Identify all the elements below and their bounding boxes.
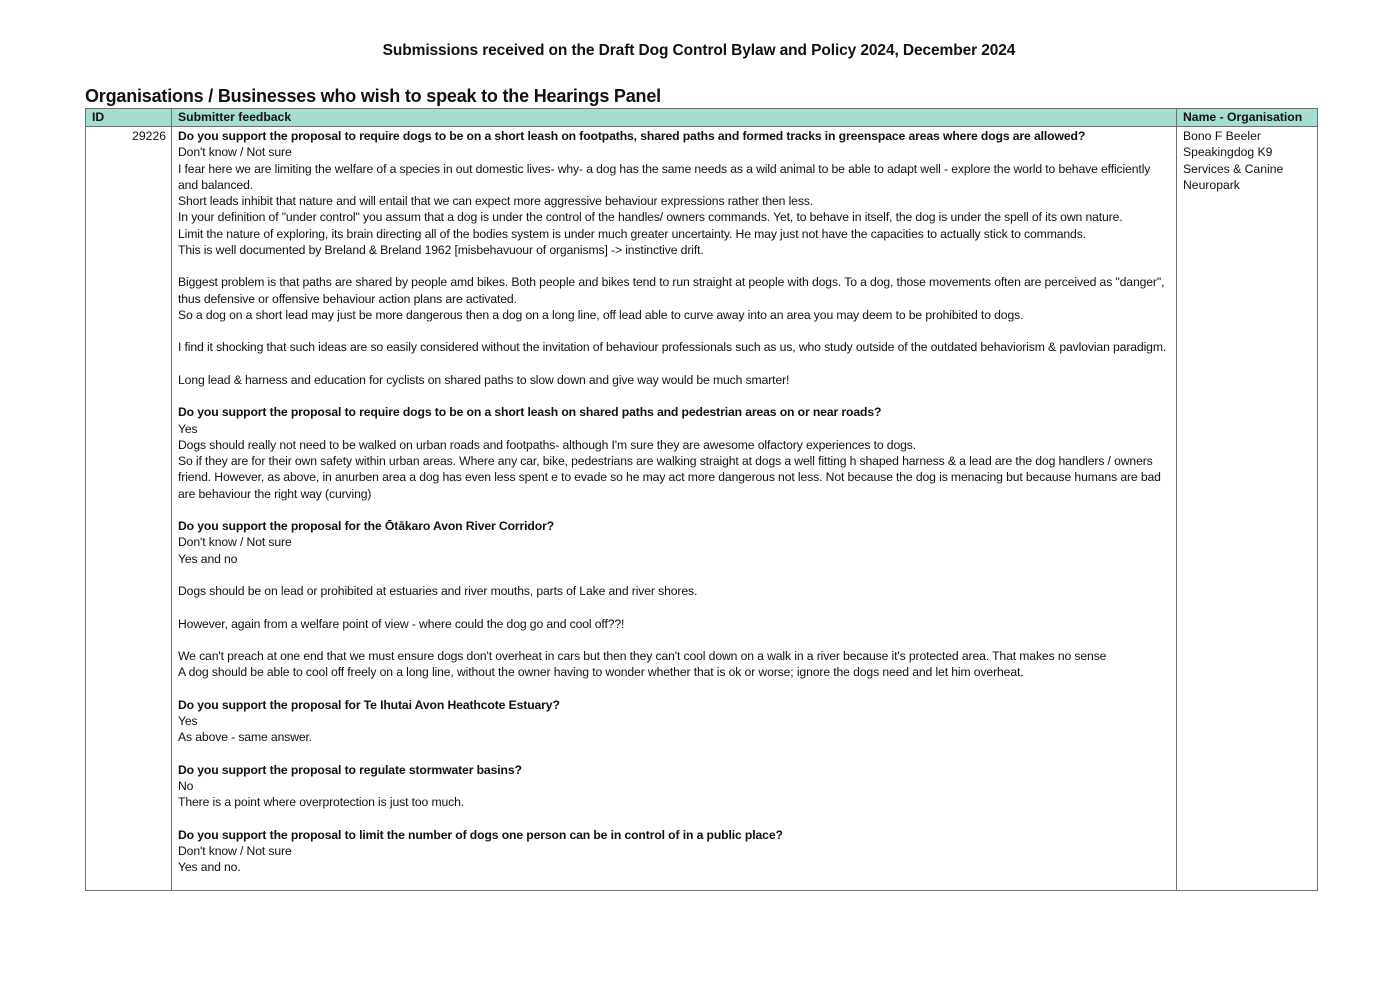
comment-text: A dog should be able to cool off freely on a long line, without the owner having to wonder whether that is ok or worse; ignore the dogs need and let him overheat. [178,665,1024,680]
comment-text: This is well documented by Breland & Breland 1962 [misbehavuour of organisms] -> instinctive drift. [178,242,704,257]
submitter-name-line: Bono F Beeler [1183,129,1261,143]
answer-text: Yes [178,714,198,728]
question-text: Do you support the proposal to require dogs to be on a short leash on footpaths, shared paths and formed tracks in greenspace areas where dogs are allowed? [178,129,1086,143]
comment-text: Yes and no. [178,860,241,875]
comment-text: We can't preach at one end that we must ensure dogs don't overheat in cars but then they can't cool down on a walk in a river because it's protected area. That makes no sense [178,649,1107,663]
question-text: Do you support the proposal to require dogs to be on a short leash on shared paths and pedestrian areas on or near roads? [178,405,882,420]
paragraph-gap [178,746,1168,762]
comment-text: There is a point where overprotection is just too much. [178,795,465,810]
column-divider [1176,109,1177,890]
submission-id: 29226 [132,129,166,143]
question-text: Do you support the proposal for the Ōtākaro Avon River Corridor? [178,519,555,533]
paragraph-gap [178,811,1168,827]
paragraph-gap [178,258,1168,274]
submissions-table [85,108,1318,891]
answer-text: Yes [178,421,198,436]
comment-text: As above - same answer. [178,730,313,745]
table-header-row [86,109,1317,127]
comment-text: Short leads inhibit that nature and will entail that we can expect more aggressive behaviour expressions rather then less. [178,194,814,208]
question-text: Do you support the proposal to regulate stormwater basins? [178,762,522,777]
paragraph-gap [178,388,1168,404]
comment-text: I fear here we are limiting the welfare of a species in out domestic lives- why- a dog has the same needs as a wild animal to be able to adapt well - explore the world to behave efficiently and balanced. [178,161,1151,192]
paragraph-gap [178,502,1168,518]
comment-text: Limit the nature of exploring, its brain directing all of the bodies system is under much greater uncertainty. He may just not have the capacities to actually stick to commands. [178,226,1086,241]
comment-text: Dogs should be on lead or prohibited at estuaries and river mouths, parts of Lake and river shores. [178,584,698,598]
answer-text: No [178,779,194,793]
paragraph-gap [178,567,1168,583]
comment-text: I find it shocking that such ideas are so easily considered without the invitation of behaviour professionals such as us, who study outside of the outdated behaviorism & pavlovian paradigm. [178,340,1167,355]
comment-text: Biggest problem is that paths are shared by people amd bikes. Both people and bikes tend to run straight at people with dogs. To a dog, those movements often are perceived as "danger", thus defensive or offensive behaviour action plans are activated. [178,275,1165,306]
answer-text: Don't know / Not sure [178,535,292,550]
page-title: Submissions received on the Draft Dog Control Bylaw and Policy 2024, December 2024 [382,42,1016,59]
submitter-name-cell [1183,128,1313,193]
submitter-name-line: Neuropark [1183,177,1240,192]
question-text: Do you support the proposal for Te Ihutai Avon Heathcote Estuary? [178,697,560,712]
comment-text: In your definition of "under control" you assum that a dog is under the control of the handles/ owners commands. Yet, to behave in itself, the dog is under the spell of its own nature. [178,210,1123,225]
column-header-name: Name - Organisation [1183,110,1303,124]
comment-text: However, again from a welfare point of view - where could the dog go and cool off??! [178,616,625,631]
paragraph-gap [178,356,1168,372]
submitter-name-line: Services & Canine [1183,161,1284,176]
paragraph-gap [178,323,1168,339]
comment-text: So if they are for their own safety within urban areas. Where any car, bike, pedestrians are walking straight at dogs a well fitting h shaped harness & a lead are the dog handlers / owners friend. However, as above, in anurben area a dog has even less spent e to evade so he may act more dangerous not less. Not because the dog is menacing but because humans are bad are behaviour the right way (curving) [178,454,1161,501]
question-text: Do you support the proposal to limit the number of dogs one person can be in control of in a public place? [178,827,783,842]
submitter-name-line: Speakingdog K9 [1183,145,1273,160]
paragraph-gap [178,681,1168,697]
comment-text: So a dog on a short lead may just be more dangerous then a dog on a long line, off lead able to curve away into an area you may deem to be prohibited to dogs. [178,307,1024,322]
paragraph-gap [178,599,1168,615]
column-header-id: ID [92,110,105,124]
comment-text: Yes and no [178,551,238,566]
submitter-feedback-cell [178,128,1168,876]
column-header-feedback: Submitter feedback [178,110,292,124]
column-divider [171,109,172,890]
paragraph-gap [178,632,1168,648]
comment-text: Dogs should really not need to be walked on urban roads and footpaths- although I'm sure they are awesome olfactory experiences to dogs. [178,437,917,452]
answer-text: Don't know / Not sure [178,145,292,160]
comment-text: Long lead & harness and education for cyclists on shared paths to slow down and give way would be much smarter! [178,372,790,387]
answer-text: Don't know / Not sure [178,844,292,858]
section-heading: Organisations / Businesses who wish to speak to the Hearings Panel [85,86,661,106]
